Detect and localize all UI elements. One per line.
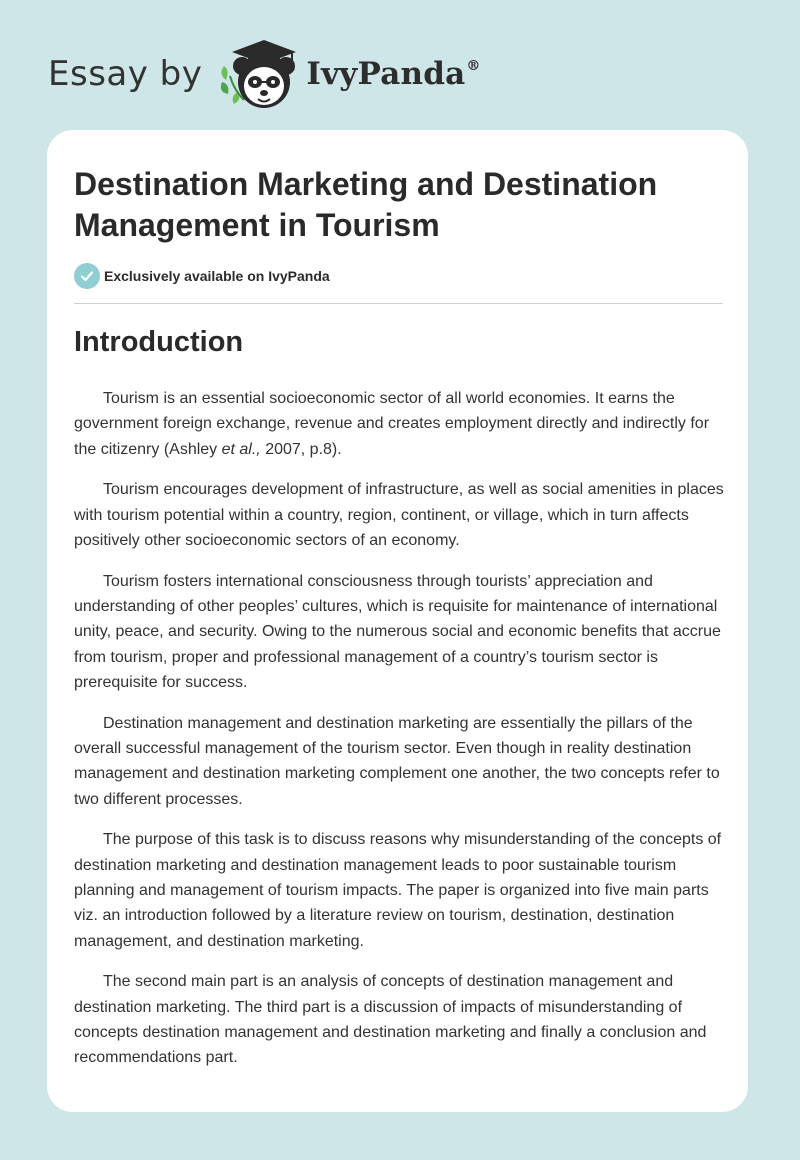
citation-italic: et al., — [221, 440, 261, 458]
exclusive-badge-label: Exclusively available on IvyPanda — [104, 268, 330, 284]
paragraph: The second main part is an analysis of concepts of destination management and destination marketing. The third part is a discussion of impacts of misunderstanding of concepts destination management and destination marketing and finally a conclusion and recommendations part. — [74, 973, 707, 1067]
site-header — [48, 36, 481, 112]
registered-mark: ® — [466, 58, 481, 74]
exclusive-badge — [74, 263, 330, 289]
paragraph: Tourism fosters international consciousness through tourists’ appreciation and understanding of other peoples’ cultures, which is requisite for maintenance of international unity, peace, and security. Owing to the numerous social and economic benefits that accrue from tourism, proper and professional management of a country’s tourism sector is prerequisite for success. — [74, 572, 721, 691]
panda-mascot-icon — [216, 36, 300, 112]
brand-name: IvyPanda® — [306, 56, 481, 92]
divider — [74, 303, 723, 304]
paragraph: Destination management and destination marketing are essentially the pillars of the overall successful management of the tourism sector. Even though in reality destination management and destination marketing complement one another, the two concepts refer to two different processes. — [74, 714, 720, 808]
checkmark-icon — [74, 263, 100, 289]
ivypanda-logo[interactable] — [216, 36, 480, 112]
essay-title: Destination Marketing and Destination Management in Tourism — [74, 166, 658, 243]
essay-body — [74, 386, 724, 1071]
paragraph: Tourism encourages development of infrastructure, as well as social amenities in places with tourism potential within a country, region, continent, or village, which in turn affects positively other socioeconomic sectors of an economy. — [74, 481, 724, 549]
section-heading: Introduction — [74, 326, 244, 358]
paragraph: The purpose of this task is to discuss reasons why misunderstanding of the concepts of destination marketing and destination management leads to poor sustainable tourism planning and management of tourism impacts. The paper is organized into five main parts viz. an introduction followed by a literature review on tourism, destination, destination management, and destination marketing. — [74, 831, 722, 950]
essay-card — [47, 130, 748, 1112]
essay-by-label: Essay by — [48, 54, 203, 94]
paragraph: Tourism is an essential socioeconomic sector of all world economies. It earns the government foreign exchange, revenue and creates employment directly and indirectly for the citizenry (Ashley et al., 2007, p.8). — [74, 390, 710, 458]
